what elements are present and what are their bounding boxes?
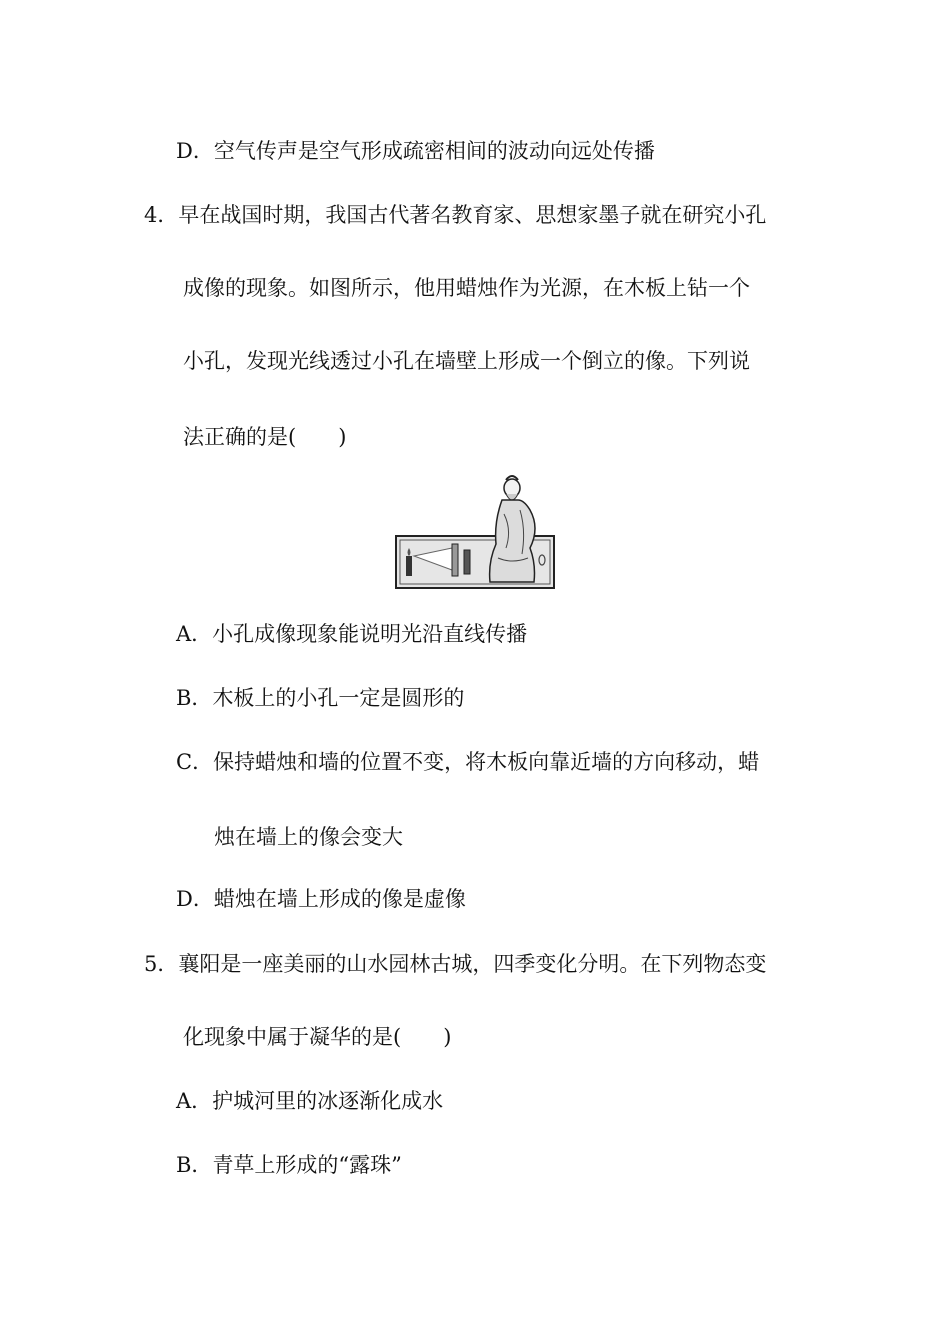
screen-image-icon bbox=[464, 550, 470, 574]
q4-option-d bbox=[176, 884, 466, 914]
option-letter: B． bbox=[176, 686, 213, 710]
q4-option-c bbox=[176, 747, 759, 777]
option-letter: A． bbox=[176, 1089, 213, 1113]
option-text: 小孔成像现象能说明光沿直线传播 bbox=[212, 622, 528, 646]
q5-stem-line-1 bbox=[144, 949, 766, 979]
q4-stem-line-1 bbox=[144, 200, 766, 230]
q5-stem-line-2: 化现象中属于凝华的是( ) bbox=[183, 1025, 452, 1049]
q4-stem-line-4: 法正确的是( ) bbox=[183, 425, 347, 449]
option-text: 木板上的小孔一定是圆形的 bbox=[212, 686, 465, 710]
option-letter: B． bbox=[176, 1153, 213, 1177]
candle-icon bbox=[406, 556, 412, 576]
q5-option-b bbox=[176, 1150, 402, 1180]
question-number: 5． bbox=[144, 952, 179, 976]
q4-stem-line-2: 成像的现象。如图所示，他用蜡烛作为光源，在木板上钻一个 bbox=[183, 276, 750, 300]
option-letter: C． bbox=[176, 750, 214, 774]
q4-option-a bbox=[176, 619, 527, 649]
option-text: 青草上形成的“露珠” bbox=[212, 1153, 402, 1177]
option-letter: D． bbox=[176, 887, 214, 911]
q3-option-d bbox=[176, 136, 655, 166]
pinhole-board bbox=[452, 544, 458, 576]
q4-stem-line-3: 小孔，发现光线透过小孔在墙壁上形成一个倒立的像。下列说 bbox=[183, 349, 750, 373]
option-text: 蜡烛在墙上形成的像是虚像 bbox=[213, 887, 466, 911]
q5-option-a bbox=[176, 1086, 443, 1116]
option-letter: A． bbox=[176, 622, 213, 646]
option-text: 空气传声是空气形成疏密相间的波动向远处传播 bbox=[213, 139, 655, 163]
stem-text: 襄阳是一座美丽的山水园林古城，四季变化分明。在下列物态变 bbox=[178, 952, 767, 976]
mozi-figure-icon bbox=[490, 476, 535, 582]
option-letter: D． bbox=[176, 139, 214, 163]
q4-option-b bbox=[176, 683, 464, 713]
stem-text: 早在战国时期，我国古代著名教育家、思想家墨子就在研究小孔 bbox=[178, 203, 767, 227]
question-number: 4． bbox=[144, 203, 179, 227]
q4-option-c-continuation: 烛在墙上的像会变大 bbox=[214, 825, 403, 849]
pinhole-camera-illustration bbox=[394, 470, 556, 592]
option-text: 保持蜡烛和墙的位置不变，将木板向靠近墙的方向移动，蜡 bbox=[213, 750, 760, 774]
option-text: 护城河里的冰逐渐化成水 bbox=[212, 1089, 444, 1113]
